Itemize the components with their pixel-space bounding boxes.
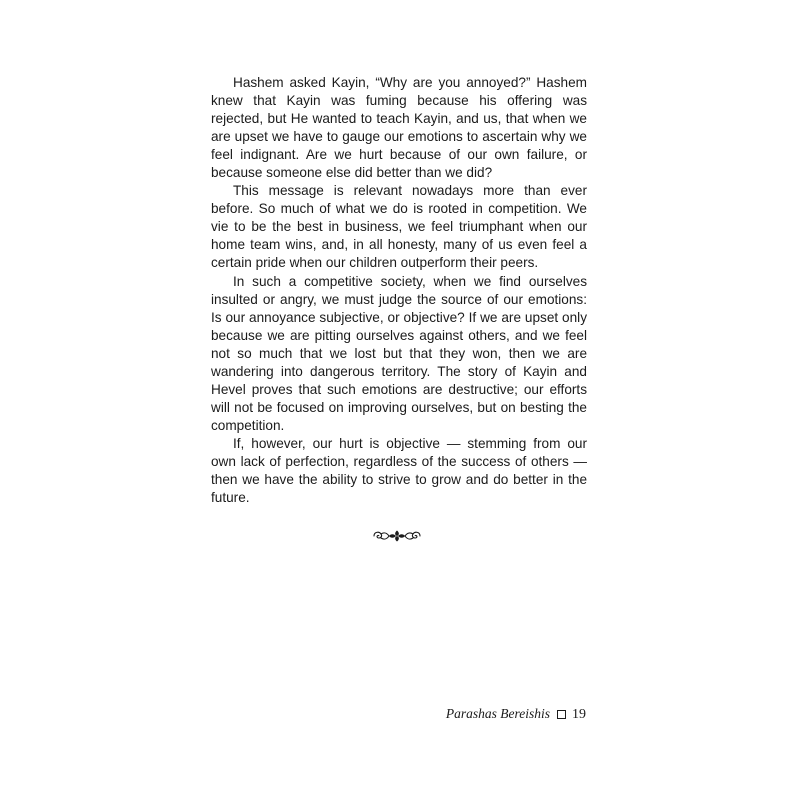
square-outline-icon (557, 710, 566, 719)
paragraph-2: This message is relevant nowadays more than ever before. So much of what we do is rooted in competition. We vie to be the best in business, we feel triumphant when our home team wins, and, in all honesty, many of us even feel a certain pride when our children outperform their peers. (211, 183, 587, 271)
paragraph-3: In such a competitive society, when we find ourselves insulted or angry, we must judge the source of our emotions: Is our annoyance subjective, or objective? If we are upset only because we are pitting ourselves against others, and we feel not so much that we lost but that they won, then we are wandering into dangerous territory. The story of Kayin and Hevel proves that such emotions are destructive; our efforts will not be focused on improving ourselves, but on besting the competition. (211, 273, 587, 433)
running-head: Parashas Bereishis (445, 706, 550, 721)
paragraph-4: If, however, our hurt is objective — stemming from our own lack of perfection, regardless of the success of others — then we have the ability to strive to grow and do better in the future. (211, 435, 587, 506)
paragraph-1: Hashem asked Kayin, “Why are you annoyed?” Hashem knew that Kayin was fuming because his offering was rejected, but He wanted to teach Kayin, and us, that when we are upset we have to gauge our emotions to ascertain why we feel indignant. Are we hurt because of our own failure, or because someone else did better than we did? (211, 75, 587, 181)
page-number: 19 (572, 707, 586, 722)
floral-fleuron-icon (372, 529, 422, 543)
body-text (211, 74, 587, 507)
page-footer (380, 706, 586, 723)
